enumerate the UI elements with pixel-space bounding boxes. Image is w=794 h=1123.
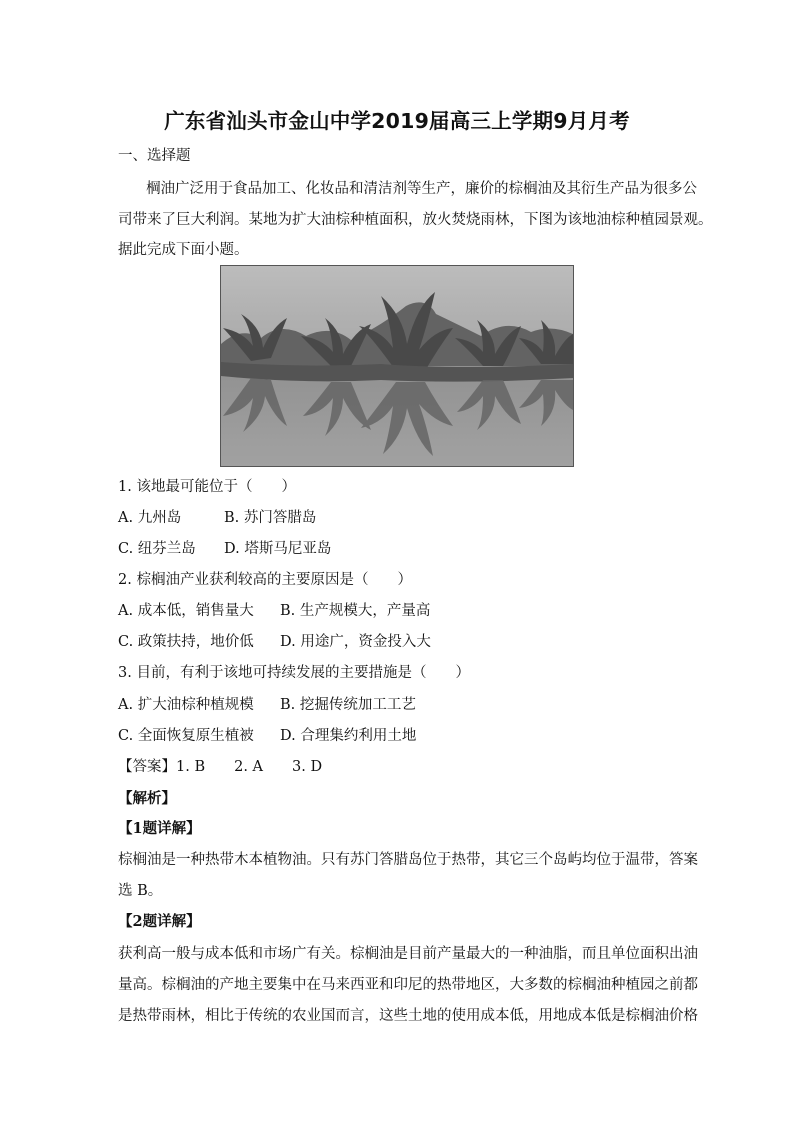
intro-line-2: 司带来了巨大利润。某地为扩大油棕种植面积，放火焚烧雨林，下图为该地油棕种植园景观。 [118,212,713,228]
question-1-option-c: C. 纽芬兰岛 [118,541,196,557]
question-1-option-b: B. 苏门答腊岛 [224,510,317,526]
question-1-option-a: A. 九州岛 [118,510,182,526]
question-3-option-a: A. 扩大油棕种植规模 [118,697,254,713]
section-heading: 一、选择题 [118,148,191,164]
question-2-stem: 2. 棕榈油产业获利较高的主要原因是（ ） [118,572,412,588]
detail-1-line-2: 选 B。 [118,883,163,899]
analysis-heading: 【解析】 [118,790,176,807]
question-3-option-d: D. 合理集约利用土地 [280,728,417,744]
question-3-stem: 3. 目前，有利于该地可持续发展的主要措施是（ ） [118,665,470,681]
question-2-option-d: D. 用途广，资金投入大 [280,634,431,650]
document-title: 广东省汕头市金山中学2019届高三上学期9月月考 [164,109,630,133]
question-1-stem: 1. 该地最可能位于（ ） [118,479,296,495]
detail-2-heading: 【2题详解】 [118,913,201,930]
intro-line-1: 棡油广泛用于食品加工、化妆品和清洁剂等生产，廉价的棕榈油及其衍生产品为很多公 [146,181,697,197]
answer-line: 【答案】1. B 2. A 3. D [118,759,323,775]
detail-2-line-3: 是热带雨林，相比于传统的农业国而言，这些土地的使用成本低，用地成本低是棕榈油价格 [118,1008,698,1024]
intro-line-3: 据此完成下面小题。 [118,242,249,258]
question-1-option-d: D. 塔斯马尼亚岛 [224,541,332,557]
detail-1-heading: 【1题详解】 [118,820,201,837]
question-2-option-b: B. 生产规模大，产量高 [280,603,431,619]
oil-palm-plantation-photo [220,265,574,467]
question-2-option-c: C. 政策扶持，地价低 [118,634,254,650]
detail-2-line-2: 量高。棕榈油的产地主要集中在马来西亚和印尼的热带地区，大多数的棕榈油种植园之前都 [118,977,698,993]
question-2-option-a: A. 成本低，销售量大 [118,603,254,619]
detail-2-line-1: 获利高一般与成本低和市场广有关。棕榈油是目前产量最大的一种油脂，而且单位面积出油 [118,946,698,962]
question-3-option-b: B. 挖掘传统加工工艺 [280,697,416,713]
question-3-option-c: C. 全面恢复原生植被 [118,728,254,744]
detail-1-line-1: 棕榈油是一种热带木本植物油。只有苏门答腊岛位于热带，其它三个岛屿均位于温带，答案 [118,852,698,868]
